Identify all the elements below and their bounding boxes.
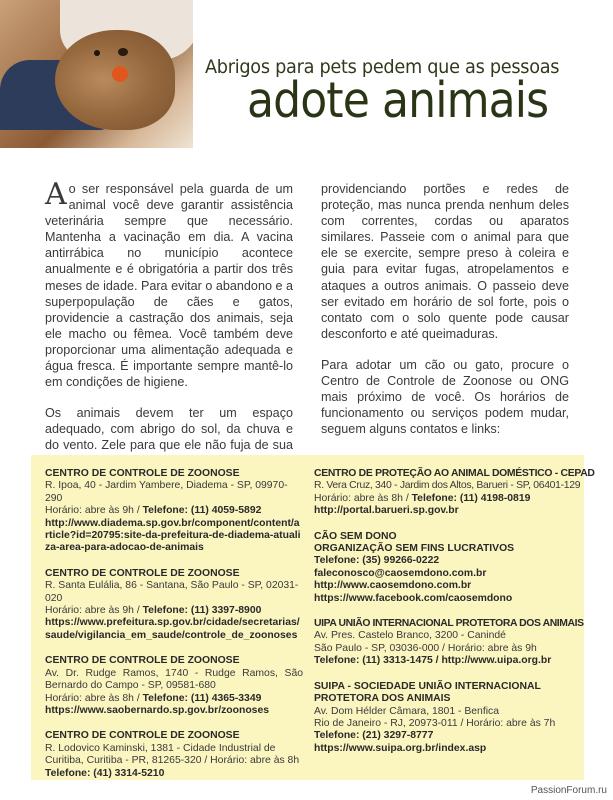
contact-link[interactable]: http://portal.barueri.sp.gov.br — [314, 505, 459, 517]
contact-phone: Telefone: (11) 4365-3349 — [142, 692, 262, 704]
contact-name: SUIPA - SOCIEDADE UNIÃO INTERNACIONAL PROTETORA DOS ANIMAIS — [314, 680, 541, 705]
contact-entry — [314, 681, 572, 755]
contact-address: R. Santa Eulália, 86 - Santana, São Paulo - SP, 02031-020 — [45, 580, 299, 604]
contact-phone: Telefone: (35) 99266-0222 — [314, 555, 440, 567]
contact-phone: Telefone: (41) 3314-5210 — [45, 767, 165, 779]
contact-entry — [314, 618, 584, 668]
contact-phone: Telefone: (11) 4198-0819 — [411, 492, 531, 504]
contact-address-2: Rio de Janeiro - RJ, 20973-011 / Horário: abre às 7h — [314, 717, 556, 729]
photo-ball — [112, 66, 128, 82]
contact-phone: Telefone: (11) 3397-8900 — [142, 605, 262, 617]
contact-hours: Horário: abre às 9h / — [45, 605, 140, 617]
contact-entry — [314, 531, 572, 605]
contacts-column-right — [314, 468, 595, 768]
contact-entry — [45, 730, 303, 780]
contact-link[interactable]: https://www.suipa.org.br/index.asp — [314, 742, 487, 754]
contact-link[interactable]: http://www.diadema.sp.gov.br/component/content/article?id=20795:site-da-prefeitura-de-diadema-atualiza-area-para-adocao-de-animais — [45, 517, 301, 554]
paragraph: providenciando portões e redes de proteção, mas nunca prenda nenhum deles com correntes, cordas ou aparatos similares. Passeie com o animal para que ele se exercite, sempre preso à coleira e guia para evitar fugas, atropelamentos e ataques a outros animais. O passeio deve ser evitado em horário de sol forte, pois o contato com o solo quente pode causar desconforto e até queimaduras. — [321, 182, 569, 341]
contact-link[interactable]: http://www.caosemdono.com.br — [314, 580, 472, 592]
paragraph: Os animais devem ter um espaço adequado, com abrigo do sol, da chuva e do vento. Zele para que ele não fuja de sua — [45, 406, 293, 453]
paragraph: Para adotar um cão ou gato, procure o Centro de Controle de Zoonose ou ONG mais próximo de você. Os horários de funcionamento ou serviços podem mudar, seguem alguns contatos e links: — [321, 357, 569, 437]
contact-email[interactable]: faleconosco@caosemdono.com.br — [314, 567, 487, 579]
contact-name: CENTRO DE CONTROLE DE ZOONOSE — [45, 655, 240, 667]
article-subtitle: Abrigos para pets pedem que as pessoas — [205, 56, 560, 78]
photo-dog-eye — [94, 50, 100, 56]
contact-phone: Telefone: (21) 3297-8777 — [314, 730, 434, 742]
contact-name: CENTRO DE CONTROLE DE ZOONOSE — [45, 730, 240, 742]
contact-name: UIPA UNIÃO INTERNACIONAL PROTETORA DOS ANIMAIS — [314, 618, 584, 630]
article-column-right — [321, 181, 569, 452]
contact-hours: Horário: abre às 9h / — [45, 505, 140, 517]
watermark: PassionForum.ru — [530, 785, 607, 796]
contact-entry — [45, 468, 303, 555]
contact-address-2: São Paulo - SP, 03036-000 / Horário: abre às 9h — [314, 642, 537, 654]
contact-address: R. Lodovico Kaminski, 1381 - Cidade Industrial de Curitiba, Curitiba - PR, 81265-320 / Horário: abre às 8h — [45, 742, 300, 767]
contact-address: Av. Dom Hélder Câmara, 1801 - Benfica — [314, 705, 499, 717]
contact-name: CENTRO DE CONTROLE DE ZOONOSE — [45, 468, 240, 479]
contact-entry — [314, 468, 595, 518]
paragraph: Ao ser responsável pela guarda de um animal você deve garantir assistência veterinária sempre que necessário. Mantenha a vacinação em dia. A vacina antirrábica no município acontece anualmente e é obrigatória a partir dos três meses de idade. Para evitar o abandono e a superpopulação de cães e gatos, providencie a castração dos animais, seja ele macho ou fêmea. Você também deve proporcionar uma alimentação adequada e água fresca. É importante sempre mantê-lo em condições de higiene. — [45, 177, 293, 390]
contact-link[interactable]: https://www.prefeitura.sp.gov.br/cidade/secretarias/saude/vigilancia_em_saude/controle_de_zoonoses — [45, 617, 300, 641]
header-photo-dog — [0, 0, 193, 148]
contact-subname: ORGANIZAÇÃO SEM FINS LUCRATIVOS — [314, 543, 515, 555]
contact-name: CENTRO DE CONTROLE DE ZOONOSE — [45, 567, 240, 579]
contact-address: Av. Pres. Castelo Branco, 3200 - Canindé — [314, 630, 506, 642]
contact-address: R. Vera Cruz, 340 - Jardim dos Altos, Barueri - SP, 06401-129 — [314, 480, 581, 492]
article-column-left — [45, 177, 293, 485]
contact-hours: Horário: abre às 8h / — [314, 492, 409, 504]
dropcap: A — [45, 177, 67, 212]
photo-dog-nose — [118, 48, 128, 56]
contact-address: Av. Dr. Rudge Ramos, 1740 - Rudge Ramos, São Bernardo do Campo - SP, 09581-680 — [45, 667, 303, 692]
article-title: adote animais — [247, 72, 549, 129]
contact-address: R. Ipoa, 40 - Jardim Yambere, Diadema - SP, 09970-290 — [45, 480, 288, 504]
contact-entry — [45, 568, 303, 642]
contacts-column-left — [45, 468, 303, 793]
contact-phone: Telefone: (11) 4059-5892 — [142, 505, 262, 517]
contact-entry — [45, 655, 303, 717]
contact-name: CÃO SEM DONO — [314, 530, 397, 542]
contact-link-facebook[interactable]: https://www.facebook.com/caosemdono — [314, 592, 513, 604]
contact-hours: Horário: abre às 8h / — [45, 692, 140, 704]
contact-phone: Telefone: (11) 3313-1475 / http://www.uipa.org.br — [314, 655, 552, 667]
contact-link[interactable]: https://www.saobernardo.sp.gov.br/zoonoses — [45, 704, 269, 716]
contact-name: CENTRO DE PROTEÇÃO AO ANIMAL DOMÉSTICO - CEPAD — [314, 468, 595, 479]
